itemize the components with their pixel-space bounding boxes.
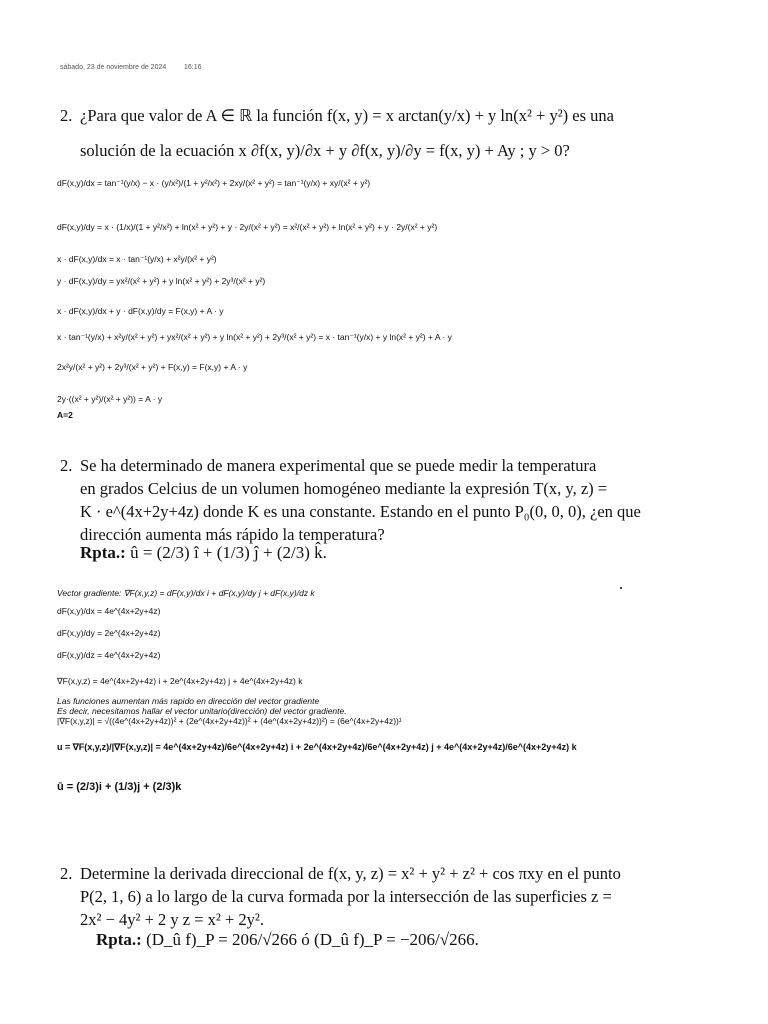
problem-1-statement [60,104,700,162]
problem-3-line-3: 2x² − 4y² + 2 y z = x² + 2y². [80,910,264,929]
problem-2-line-2: en grados Celcius de un volumen homogéneo mediante la expresión T(x, y, z) = [80,479,608,498]
problem-3-line-2: P(2, 1, 6) a lo largo de la curva formada por la intersección de las superficies z = [80,887,612,906]
problem-1-line-2: solución de la ecuación x ∂f(x, y)/∂x + y ∂f(x, y)/∂y = f(x, y) + Ay ; y > 0? [80,141,570,160]
problem-3-rpta [96,930,479,950]
problem-1-number: 2. [60,106,73,125]
page-date: sábado, 23 de noviembre de 2024 [60,64,167,71]
problem-2-rpta [80,543,327,563]
problem-3-rpta-value: (D_û f)_P = 206/√266 ó (D_û f)_P = −206/√266. [146,930,479,949]
problem-2-line-4: dirección aumenta más rápido la temperatura? [80,525,385,544]
stray-ink-dot [620,587,622,589]
problem-2-work-3: dF(x,y)/dy = 2e^(4x+2y+4z) [57,628,161,638]
problem-1-work-7: 2x²y/(x² + y²) + 2y³/(x² + y²) + F(x,y) = F(x,y) + A · y [57,362,248,372]
problem-2-rpta-value: û = (2/3) î + (1/3) ĵ + (2/3) k̂. [130,543,327,562]
problem-2-work-8: |∇F(x,y,z)| = √((4e^(4x+2y+4z))² + (2e^(4x+2y+4z))² + (4e^(4x+2y+4z))²) = (6e^(4x+2y+4z))¹ [57,716,402,726]
problem-1-work-2: dF(x,y)/dy = x · (1/x)/(1 + y²/x²) + ln(x² + y²) + y · 2y/(x² + y²) = x²/(x² + y²) + ln(x² + y²) + y · 2y/(x² + y²) [57,222,438,232]
problem-2-statement [60,454,700,546]
problem-2-work-2: dF(x,y)/dx = 4e^(4x+2y+4z) [57,606,161,616]
problem-3-line-1: Determine la derivada direccional de f(x, y, z) = x² + y² + z² + cos πxy en el punto [80,864,621,883]
problem-2-line-3: K · e^(4x+2y+4z) donde K es una constante. Estando en el punto P₀(0, 0, 0), ¿en que [80,502,641,521]
problem-2-work-7: Es decir, necesitamos hallar el vector unitario(dirección) del vector gradiente. [57,706,347,716]
problem-2-work-6: Las funciones aumentan más rapido en dirección del vector gradiente [57,696,320,706]
problem-1-line-1: ¿Para que valor de A ∈ ℝ la función f(x, y) = x arctan(y/x) + y ln(x² + y²) es una [80,106,614,125]
problem-1-work-4: y · dF(x,y)/dy = yx²/(x² + y²) + y ln(x² + y²) + 2y³/(x² + y²) [57,276,266,286]
problem-1-work-3: x · dF(x,y)/dx = x · tan⁻¹(y/x) + x²y/(x² + y²) [57,254,217,264]
problem-2-work-5: ∇F(x,y,z) = 4e^(4x+2y+4z) i + 2e^(4x+2y+4z) j + 4e^(4x+2y+4z) k [57,676,303,686]
problem-2-work-1: Vector gradiente: ∇F(x,y,z) = dF(x,y)/dx i + dF(x,y)/dy j + dF(x,y)/dz k [57,588,315,598]
problem-2-number: 2. [60,456,73,475]
problem-1-work-1: dF(x,y)/dx = tan⁻¹(y/x) − x · (y/x²)/(1 + y²/x²) + 2xy/(x² + y²) = tan⁻¹(y/x) + xy/(x² + y²) [57,178,371,188]
problem-3-statement [60,862,700,931]
problem-2-work-9: u = ∇F(x,y,z)/|∇F(x,y,z)| = 4e^(4x+2y+4z)/6e^(4x+2y+4z) i + 2e^(4x+2y+4z)/6e^(4x+2y+4z) j + 4e^(4x+2y+4z)/6e^(4x+2y+4z) k [57,742,577,752]
problem-2-rpta-label: Rpta.: [80,543,126,562]
problem-2-line-1: Se ha determinado de manera experimental que se puede medir la temperatura [80,456,597,475]
problem-3-number: 2. [60,864,73,883]
problem-2-work-4: dF(x,y)/dz = 4e^(4x+2y+4z) [57,650,161,660]
problem-1-work-5: x · dF(x,y)/dx + y · dF(x,y)/dy = F(x,y) + A · y [57,306,224,316]
problem-1-answer: A=2 [57,410,73,420]
problem-1-work-8: 2y·((x² + y²)/(x² + y²)) = A · y [57,394,163,404]
problem-1-work-6: x · tan⁻¹(y/x) + x²y/(x² + y²) + yx²/(x² + y²) + y ln(x² + y²) + 2y³/(x² + y²) = x · tan⁻¹(y/x) + y ln(x² + y²) + A · y [57,332,452,342]
page-time: 16:16 [184,64,202,71]
problem-2-work-10: ū = (2/3)i + (1/3)j + (2/3)k [57,781,182,793]
problem-3-rpta-label: Rpta.: [96,930,142,949]
